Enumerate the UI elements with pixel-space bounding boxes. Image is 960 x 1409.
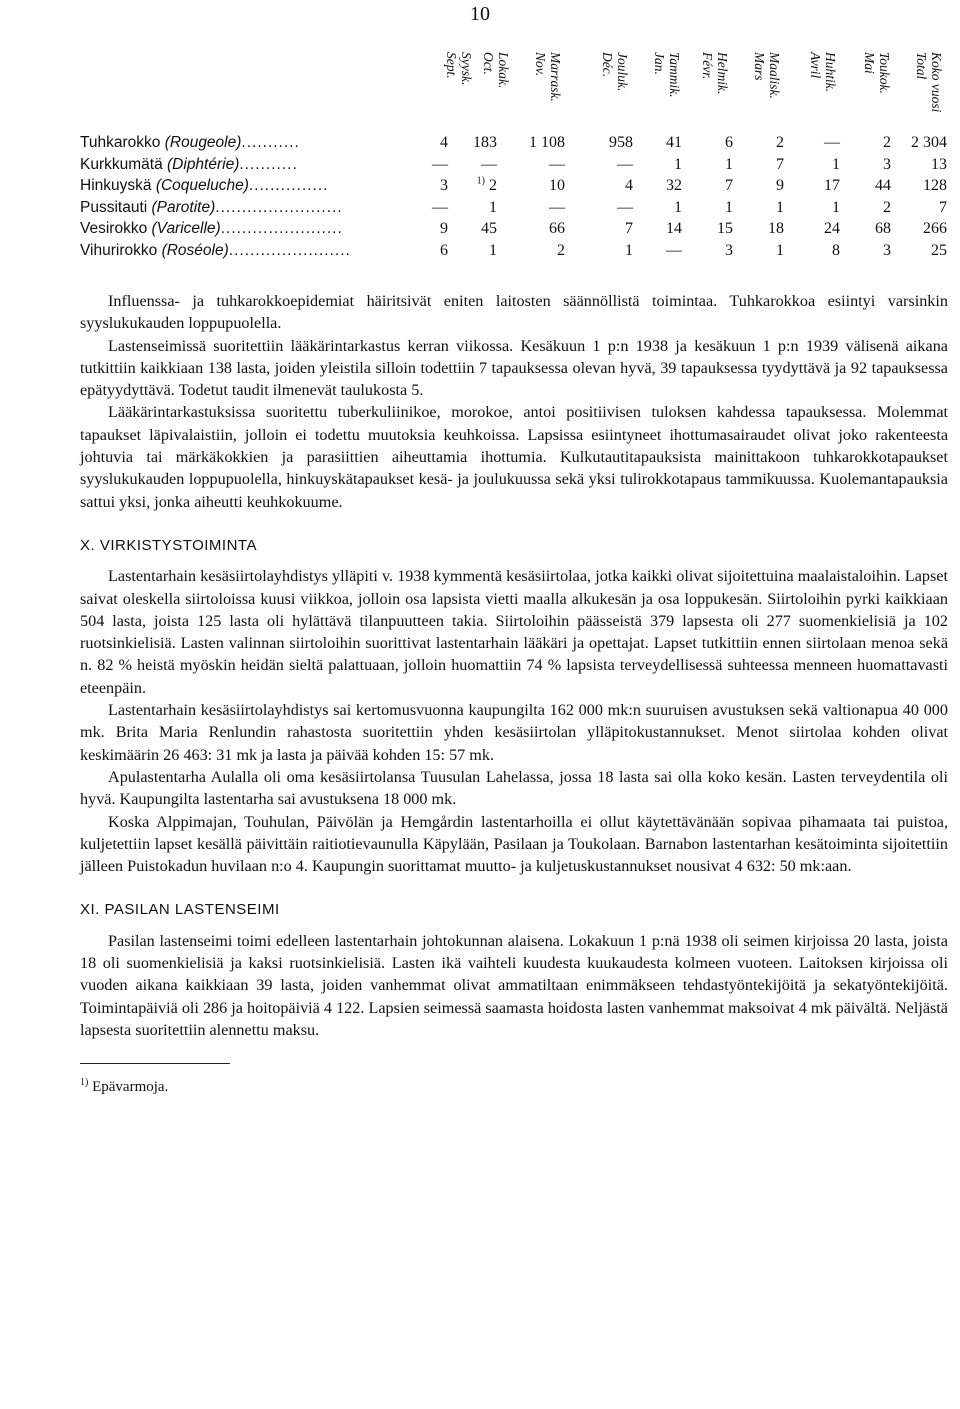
table-cell: 1: [776, 198, 784, 216]
table-cell: 10: [549, 177, 565, 194]
row-label: Pussitauti (Parotite)........................: [80, 198, 343, 216]
table-cell: 1: [832, 198, 840, 216]
table-cell: —: [432, 198, 448, 216]
row-label: Vihurirokko (Roséole).......................: [80, 241, 351, 259]
table-cell: 32: [666, 177, 682, 194]
table-cell: 183: [473, 134, 497, 151]
column-header: Marrask. Nov.: [533, 52, 563, 102]
footnote-text: Epävarmoja.: [92, 1079, 169, 1096]
table-cell: 8: [832, 241, 840, 259]
table-cell: 44: [875, 177, 891, 194]
paragraph: Apulastentarha Aulalla oli oma kesäsiirtolansa Tuusulan Lahelassa, jossa 18 lasta sai olla koko kesän. Lasten terveydentila oli hyvä. Kaupungilta lastentarha sai avustuksena 18 000 mk.: [80, 767, 948, 809]
table-cell: 17: [824, 177, 840, 194]
paragraph: Lääkärintarkastuksissa suoritettu tuberkuliinikoe, morokoe, antoi positiivisen tuloksen kahdessa tapauksessa. Molemmat tapaukset läpivalaistiin, jolloin ei todettu muutoksia keuhkoissa. Lapsissa esiintyneet ihottumasairaudet olivat joko rakenteesta johtuvia tai märkäkokkien ja parasiittien aiheuttamia ihottumia. Kulkutautitapauksista mainittakoon tuhkarokkotapaukset syyslukukauden loppupuolella, hinkuyskätapaukset kesä- ja joulukuussa sekä yksi tulirokkotapaus tammikuussa. Kuolemantapauksia sattui yksi, jonka aiheutti keuhkokuume.: [80, 403, 948, 511]
paragraph: Pasilan lastenseimi toimi edelleen lastentarhain johtokunnan alaisena. Lokakuun 1 p:nä 1938 oli seimen kirjoissa 20 lasta, joista 18 oli suomenkielisiä ja kaksi ruotsinkielisiä. Lasten ikä vaihteli kuudesta kuukaudesta kolmeen vuoteen. Laitoksen kirjoissa oli vuoden aikana kaikkiaan 39 lasta, joiden vanhemmat olivat ammatiltaan enimmäkseen tehdastyöntekijöitä ja sekatyöntekijöitä. Toimintapäiviä oli 286 ja hoitopäiviä 4 122. Lapsien seimessä saamasta hoidosta lasten vanhemmat maksoivat 4 mk päivältä. Neljästä lapsesta suoritettiin alennettu maksu.: [80, 931, 948, 1039]
table-body: [0, 132, 960, 261]
paragraph: Influenssa- ja tuhkarokkoepidemiat häiritsivät eniten laitosten säännöllistä toimintaa. Tuhkarokkoa esiintyi varsinkin syyslukukauden loppupuolella.: [80, 292, 948, 333]
table-cell: 2: [776, 134, 784, 151]
table-cell: 3: [440, 177, 448, 194]
table-row: [0, 197, 960, 219]
column-header: Tammik. Jan.: [652, 52, 682, 98]
row-label: Tuhkarokko (Rougeole)...........: [80, 134, 300, 151]
column-header: Helmik. Févr.: [700, 52, 730, 95]
table-cell: 6: [440, 241, 448, 259]
column-header: Lokak. Oct.: [481, 52, 511, 89]
table-cell: 3: [883, 241, 891, 259]
table-cell: 24: [824, 220, 840, 237]
table-cell: 1: [674, 198, 682, 216]
paragraph: Lastentarhain kesäsiirtolayhdistys ylläpiti v. 1938 kymmentä kesäsiirtolaa, jotka kaikki olivat sijoitettuina maalaistaloihin. Lapset saivat oleskella siirtoloissa kuusi viikkoa, jolloin osa lapsista vietti maalla alkukesän ja osa loppukesän. Siirtoloihin pyrki kaikkiaan 504 lasta, joista 125 lasta oli hylättävä tilanpuutteen takia. Siirtoloihin päässeistä 379 lapsesta oli 277 suomenkielisiä ja 102 ruotsinkielisiä. Lasten valinnan siirtoloihin suorittivat lastentarhain lääkäri ja opettajat. Lapset tutkittiin ennen siirtolaan menoa sekä n. 82 % heistä myöskin heidän sieltä palattuaan, jolloin huomattiin 74 % lapsista terveydellisessä suhteessa menneen huomattavasti eteenpäin.: [80, 567, 948, 697]
column-header: Maalisk. Mars: [752, 52, 782, 99]
table-cell: 1: [832, 155, 840, 173]
paragraph: Lastentarhain kesäsiirtolayhdistys sai kertomusvuonna kaupungilta 162 000 mk:n suuruisen avustuksen sekä valtionapua 40 000 mk. Brita Maria Renlundin rahastosta suoritettiin yhden kesäsiirtolan ylläpitokustannukset. Menot siirtolaa kohden olivat keskimäärin 26 463: 31 mk ja lasta ja päivää kohden 15: 57 mk.: [80, 701, 948, 764]
column-header: Huhtik. Avril: [808, 52, 838, 93]
table-cell: 7: [625, 220, 633, 237]
table-cell: 18: [768, 220, 784, 237]
table-cell: —: [824, 134, 840, 151]
column-header: Jouluk. Déc.: [600, 52, 630, 92]
table-cell: 7: [776, 155, 784, 173]
table-cell: 6: [725, 134, 733, 151]
footnote-divider: [80, 1063, 230, 1064]
table-cell: 1: [776, 241, 784, 259]
table-cell: 7: [725, 177, 733, 194]
table-cell: —: [549, 155, 565, 173]
table-cell: 66: [549, 220, 565, 237]
table-cell: 25: [931, 241, 947, 259]
table-column-headers: [0, 48, 960, 132]
table-cell: 14: [666, 220, 682, 237]
table-cell: $^{1)}$ 2: [476, 175, 497, 194]
paragraph: Lastenseimissä suoritettiin lääkärintarkastus kerran viikossa. Kesäkuun 1 p:n 1938 ja kesäkuun 1 p:n 1939 välisenä aikana tutkittiin kaikkiaan 138 lasta, joiden yleistila silloin todettiin 7 tapauksessa olevan hyvä, 39 tapauksessa tyydyttävä ja 92 tapauksessa epätyydyttävä. Todetut taudit ilmenevät taulukosta 5.: [80, 336, 948, 400]
table-row: [0, 132, 960, 154]
table-cell: 1 108: [529, 134, 565, 151]
table-cell: 4: [440, 134, 448, 151]
table-cell: 41: [666, 134, 682, 151]
table-cell: —: [432, 155, 448, 173]
table-cell: 68: [875, 220, 891, 237]
table-cell: 2: [883, 198, 891, 216]
table-cell: 1: [674, 155, 682, 173]
row-label: Kurkkumätä (Diphtérie)...........: [80, 155, 298, 173]
table-cell: 13: [931, 155, 947, 173]
table-cell: —: [666, 241, 682, 259]
table-row: [0, 240, 960, 262]
section-heading: X. VIRKISTYSTOIMINTA: [80, 536, 257, 554]
section-heading: XI. PASILAN LASTENSEIMI: [80, 901, 280, 919]
table-cell: —: [617, 198, 633, 216]
table-row: [0, 175, 960, 197]
column-header: Syysk. Sept.: [444, 52, 474, 86]
table-cell: 3: [725, 241, 733, 259]
table-cell: 1: [725, 198, 733, 216]
column-header: Koko vuosi Total: [914, 52, 944, 113]
footnote-marker: 1): [80, 1077, 89, 1089]
row-label: Hinkuyskä (Coqueluche)...............: [80, 177, 329, 194]
page-number: 10: [470, 3, 490, 25]
table-row: [0, 218, 960, 240]
table-cell: 45: [481, 220, 497, 237]
table-cell: 1: [625, 241, 633, 259]
table-cell: 958: [609, 134, 633, 151]
table-cell: 2: [557, 241, 565, 259]
table-cell: 9: [776, 177, 784, 194]
paragraph: Koska Alppimajan, Touhulan, Päivölän ja Hemgårdin lastentarhoilla ei ollut käytettävänään sopivaa pihamaata tai puistoa, kuljetettiin lapset kesällä päivittäin raitiotievaunulla Käpylään, Pasilaan ja Toukolaan. Barnabon lastentarhan kesätoiminta sijoitettiin jälleen Puistokadun huvilaan n:o 4. Kaupungin suorittamat muutto- ja kuljetuskustannukset nousivat 4 632: 50 mk:aan.: [80, 812, 948, 876]
footnote-marker: 1): [476, 175, 485, 187]
table-cell: 2 304: [911, 134, 947, 151]
table-cell: 9: [440, 220, 448, 237]
table-cell: 128: [923, 177, 947, 194]
table-cell: 7: [939, 198, 947, 216]
table-cell: 4: [625, 177, 633, 194]
disease-table: [0, 48, 960, 259]
body-text: [80, 290, 948, 1099]
table-row: [0, 154, 960, 176]
table-cell: —: [617, 155, 633, 173]
column-header: Toukok. Mai: [862, 52, 892, 94]
table-cell: 1: [489, 198, 497, 216]
table-cell: 2: [883, 134, 891, 151]
row-label: Vesirokko (Varicelle).......................: [80, 220, 343, 237]
table-cell: 15: [717, 220, 733, 237]
table-cell: 1: [489, 241, 497, 259]
table-cell: —: [549, 198, 565, 216]
table-cell: —: [481, 155, 497, 173]
table-cell: 3: [883, 155, 891, 173]
table-cell: 1: [725, 155, 733, 173]
table-cell: 266: [923, 220, 947, 237]
footnote: [80, 1072, 948, 1098]
